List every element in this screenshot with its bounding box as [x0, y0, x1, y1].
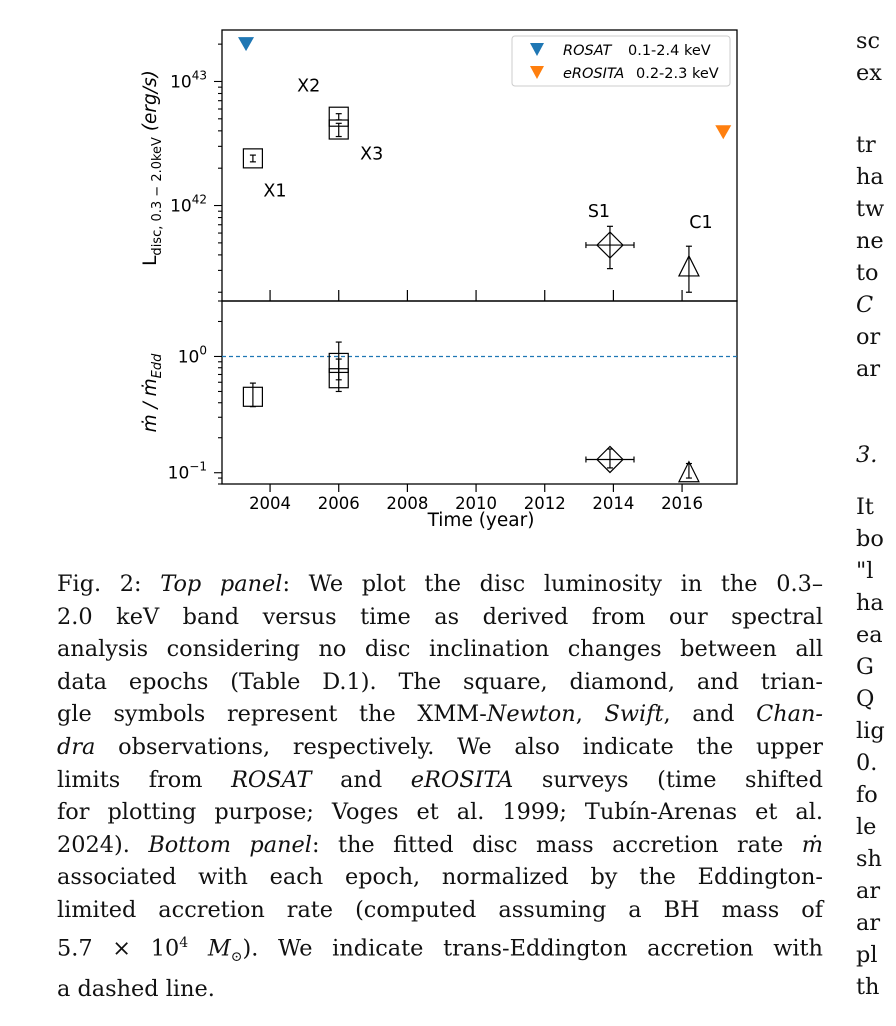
point-label-X1: X1	[263, 181, 287, 202]
right-column-fragment: tw	[856, 196, 885, 222]
x-tick-label: 2014	[592, 494, 635, 513]
top-y-tick-label: $10^{43}$	[170, 68, 207, 93]
legend-rosat-name: ROSAT	[563, 43, 612, 59]
erosita-upper-limit	[715, 125, 731, 139]
x-tick-label: 2004	[249, 494, 292, 513]
top-y-tick-label: $10^{42}$	[170, 192, 207, 217]
caption-line: Fig. 2: Top panel: We plot the disc luminosity in the 0.3–	[57, 571, 824, 597]
legend-erosita-band: 0.2-2.3 keV	[636, 66, 719, 82]
right-column-fragment: pl	[856, 942, 878, 968]
right-column-fragment: lig	[856, 718, 885, 744]
x-tick-label: 2006	[317, 494, 360, 513]
bottom-panel	[168, 301, 737, 513]
legend-erosita-name: eROSITA	[563, 66, 625, 82]
right-column-fragment: Q	[856, 686, 875, 712]
right-column-fragment: sc	[856, 28, 881, 54]
caption-line: for plotting purpose; Voges et al. 1999; Tubín-Arenas et al.	[57, 799, 823, 826]
right-column-fragment: or	[856, 324, 881, 350]
legend-rosat-band: 0.1-2.4 keV	[628, 43, 711, 59]
x-tick-label: 2016	[661, 494, 704, 513]
right-column-fragment: It	[856, 494, 874, 520]
bottom-ylabel: ṁ / ṁ$_{Edd}$	[140, 353, 165, 433]
bottom-panel-frame	[222, 301, 737, 484]
bottom-y-tick-label: $10^{-1}$	[167, 459, 207, 484]
bottom-y-tick-label: $10^0$	[177, 343, 207, 368]
right-column-fragment: C	[856, 292, 874, 318]
x-tick-label: 2010	[455, 494, 498, 513]
point-label-X2: X2	[297, 76, 321, 97]
right-column-fragment: to	[856, 260, 879, 286]
right-column-fragment: 0.	[856, 750, 878, 776]
right-column-fragment: tr	[856, 132, 876, 158]
right-column-fragment: sh	[856, 846, 882, 872]
caption-line: limited accretion rate (computed assuming a BH mass of	[57, 896, 823, 923]
right-column-fragment: "l	[856, 558, 874, 584]
caption-line: a dashed line.	[57, 976, 215, 1003]
caption-line: limits from ROSAT and eROSITA surveys (time shifted	[57, 766, 824, 793]
right-column-fragment: ne	[856, 228, 884, 254]
rosat-upper-limit	[238, 37, 254, 51]
legend	[512, 36, 730, 86]
caption-line: $5.7 \times 10^4$ $M_⊙$). We indicate trans-Eddington accretion with	[57, 934, 823, 965]
point-label-C1: C1	[689, 212, 713, 233]
caption-line: 2.0 keV band versus time as derived from our spectral	[57, 603, 823, 630]
caption-line: 2024). Bottom panel: the fitted disc mass accretion rate ṁ	[57, 831, 823, 858]
figure-caption	[57, 568, 823, 1006]
x-tick-label: 2008	[386, 494, 429, 513]
right-column-fragment: G	[856, 654, 874, 680]
caption-line: gle symbols represent the XMM-Newton, Swift, and Chan-	[57, 701, 823, 728]
right-column-fragment: 3.	[856, 442, 878, 468]
right-column-fragment: bo	[856, 526, 884, 552]
right-column-fragment: ar	[856, 878, 881, 904]
right-column-fragment: th	[856, 974, 880, 1000]
right-column-fragment: le	[856, 814, 877, 840]
right-column-fragment: ea	[856, 622, 883, 648]
caption-line: analysis considering no disc inclination changes between all	[57, 636, 823, 663]
caption-prefix: Fig. 2:	[57, 571, 161, 597]
top-ylabel: $L_{disc, 0.3 - 2.0keV}$ (erg/s)	[140, 70, 165, 266]
point-label-X3: X3	[360, 144, 384, 165]
x-tick-label: 2012	[523, 494, 566, 513]
caption-line: associated with each epoch, normalized by the Eddington-	[57, 864, 823, 891]
right-column-fragment: ar	[856, 356, 881, 382]
right-column-fragment: fo	[856, 782, 878, 808]
right-column-fragment: ha	[856, 590, 884, 616]
caption-line: data epochs (Table D.1). The square, diamond, and trian-	[57, 668, 823, 695]
point-label-S1: S1	[587, 202, 611, 223]
caption-line: dra observations, respectively. We also indicate the upper	[57, 733, 823, 760]
right-column-fragment: ha	[856, 164, 884, 190]
right-column-fragment: ex	[856, 60, 882, 86]
right-column-fragment: ar	[856, 910, 881, 936]
x-axis-label: Time (year)	[427, 510, 535, 531]
